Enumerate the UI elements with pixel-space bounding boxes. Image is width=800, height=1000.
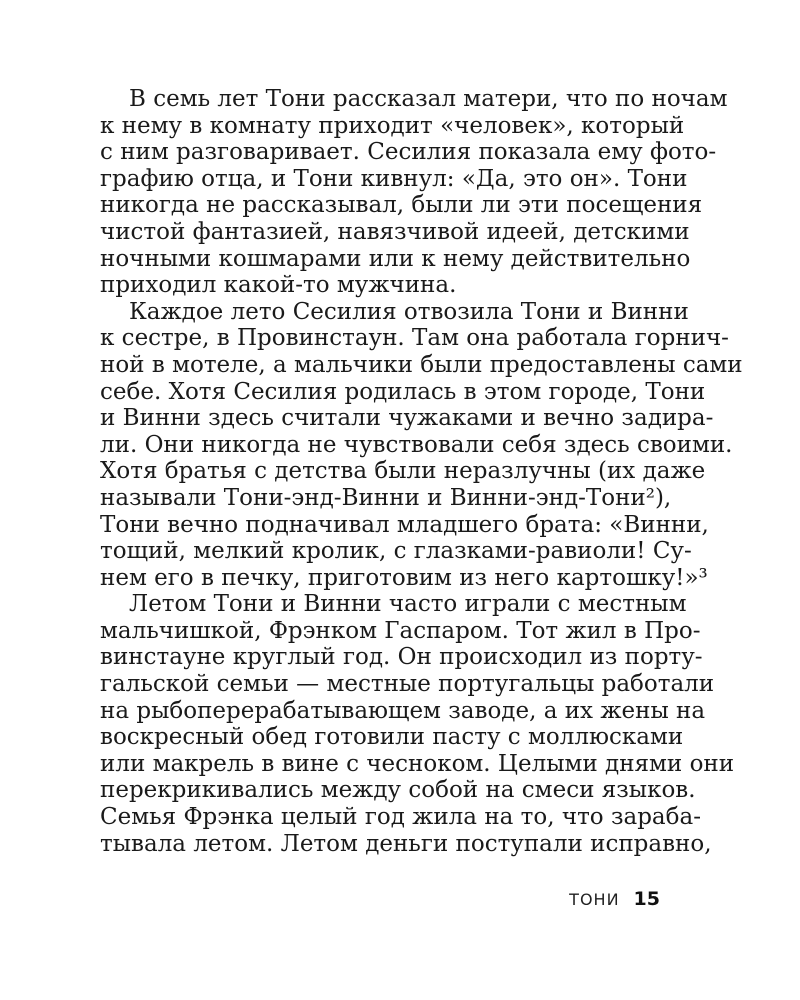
text-line: к сестре, в Провинстаун. Там она работала горнич- [100, 325, 729, 352]
text-line: себе. Хотя Сесилия родилась в этом городе, Тони [100, 378, 706, 405]
text-line: никогда не рассказывал, были ли эти посещения [100, 192, 703, 219]
text-line: Каждое лето Сесилия отвозила Тони и Винни [129, 298, 689, 325]
running-head: ТОНИ [569, 889, 620, 909]
text-line: с ним разговаривает. Сесилия показала ему фото- [100, 139, 717, 166]
text-line: ли. Они никогда не чувствовали себя здесь своими. [100, 431, 733, 458]
text-line: графию отца, и Тони кивнул: «Да, это он». Тони [100, 165, 688, 192]
text-line: Семья Фрэнка целый год жила на то, что зараба- [100, 804, 701, 831]
text-line: воскресный обед готовили пасту с моллюсками [100, 724, 684, 751]
page-number: 15 [633, 888, 660, 910]
text-line: чистой фантазией, навязчивой идеей, детскими [100, 218, 690, 245]
text-line: В семь лет Тони рассказал матери, что по ночам [129, 86, 728, 112]
text-line: ночными кошмарами или к нему действительно [100, 245, 691, 272]
text-line: тывала летом. Летом деньги поступали исправно, [100, 830, 712, 857]
text-line: или макрель в вине с чесноком. Целыми днями они [100, 750, 735, 777]
text-line: приходил какой-то мужчина. [100, 272, 457, 299]
text-line: Хотя братья с детства были неразлучны (их даже [100, 458, 706, 485]
page-footer [540, 886, 660, 912]
text-line: перекрикивались между собой на смеси языков. [100, 777, 696, 804]
text-line: гальской семьи — местные португальцы работали [100, 671, 715, 698]
text-line: Летом Тони и Винни часто играли с местным [129, 591, 687, 618]
text-line: и Винни здесь считали чужаками и вечно задира- [100, 405, 714, 432]
page-body [100, 86, 743, 857]
text-line: Тони вечно подначивал младшего брата: «Винни, [100, 511, 709, 538]
text-line: ной в мотеле, а мальчики были предоставлены сами [100, 351, 743, 378]
text-line: тощий, мелкий кролик, с глазками-равиоли! Су- [100, 538, 692, 565]
text-line: мальчишкой, Фрэнком Гаспаром. Тот жил в Про- [100, 617, 701, 644]
text-line: к нему в комнату приходит «человек», который [100, 112, 685, 139]
text-line: нем его в печку, приготовим из него картошку!»³ [100, 564, 708, 591]
text-line: винстауне круглый год. Он происходил из порту- [100, 644, 703, 671]
text-line: называли Тони-энд-Винни и Винни-энд-Тони²), [100, 484, 672, 511]
text-line: на рыбоперерабатывающем заводе, а их жены на [100, 697, 706, 724]
